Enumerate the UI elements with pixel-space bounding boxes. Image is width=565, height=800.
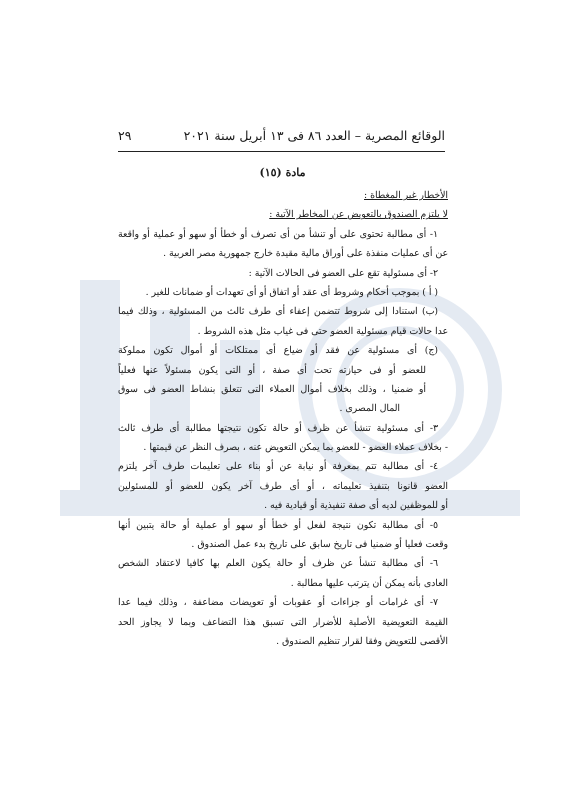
page-header [118,128,445,152]
article-heading: مادة (١٥) [259,166,306,179]
text-line: ( أ ) بموجب أحكام وشروط أى عقد أو اتفاق أو أى تعهدات أو ضمانات للغير . [145,286,438,298]
text-line: أو للموظفين لديه أى صفة تنفيذية أو قيادية فيه . [264,500,448,512]
text-line: الأخطار غير المغطاة : [364,190,448,201]
text-line: لا يلتزم الصندوق بالتعويض عن المخاطر الآتية : [269,209,448,221]
text-line: العادى بأنه يمكن أن يترتب عليها مطالبة . [290,577,448,589]
text-line: المال المصرى . [339,403,400,415]
gazette-title: الوقائع المصرية – العدد ٨٦ فى ١٣ أبريل سنة ٢٠٢١ [183,128,445,143]
text-line: أو ضمنيا ، وذلك بخلاف أموال العملاء التى تتعلق بنشاط العضو فى سوق [118,383,426,395]
text-line: وقعت فعليا أو ضمنيا فى تاريخ سابق على تاريخ بدء عمل الصندوق . [191,539,448,551]
text-line: - بخلاف عملاء العضو - للعضو بما يمكن التعويض عنه ، بصرف النظر عن قيمتها . [143,442,448,454]
text-line: (ج) أى مسئولية عن فقد أو ضياع أى ممتلكات أو أموال تكون مملوكة [118,345,438,357]
page-number: ٢٩ [118,128,132,143]
text-line: العضو قانونا بتنفيذ تعليماته ، أو أى طرف آخر يكون للعضو أو للمسئولين [118,480,448,492]
text-line: ١- أى مطالبة تحتوى على أو تنشأ من أى تصرف أو خطأ أو سهو أو عملية أو واقعة [118,228,438,240]
text-line: ٤- أى مطالبة تتم بمعرفة أو نيابة عن أو بناء على تعليمات طرف آخر يلتزم [118,461,438,473]
text-line: عدا حالات قيام مسئولية العضو حتى فى غياب مثل هذه الشروط . [197,325,448,337]
text-line: ٢- أى مسئولية تقع على العضو فى الحالات الآتية : [248,267,438,279]
header-divider [118,151,445,152]
text-line: ٦- أى مطالبة تنشأ عن ظرف أو حالة يكون العلم بها كافيا لاعتقاد الشخص [118,558,438,570]
article-body [118,186,448,651]
text-line: الأقصى للتعويض وفقا لقرار تنظيم الصندوق . [276,635,448,647]
text-line: ٣- أى مسئولية تنشأ عن ظرف أو حالة تكون نتيجتها مطالبة أى طرف ثالث [118,422,438,434]
text-line: عن أى عمليات منفذة على أوراق مالية مقيدة خارج جمهورية مصر العربية . [163,248,448,260]
text-line: (ب) استنادا إلى شروط تتضمن إعفاء أى طرف ثالث من المسئولية ، وذلك فيما [118,306,438,318]
text-line: ٧- أى غرامات أو جزاءات أو عقوبات أو تعويضات مضاعفة ، وذلك فيما عدا [118,597,438,609]
text-line: القيمة التعويضية الأصلية للأضرار التى تسبق هذا التضاعف وبما لا يجاوز الحد [118,616,448,628]
text-line: ٥- أى مطالبة تكون نتيجة لفعل أو خطأ أو سهو أو عملية أو حالة يتبين أنها [118,519,438,531]
text-line: للعضو أو فى حيازته تحت أى صفة ، أو التى يكون مسئولاً عنها فعلياً [118,364,426,376]
